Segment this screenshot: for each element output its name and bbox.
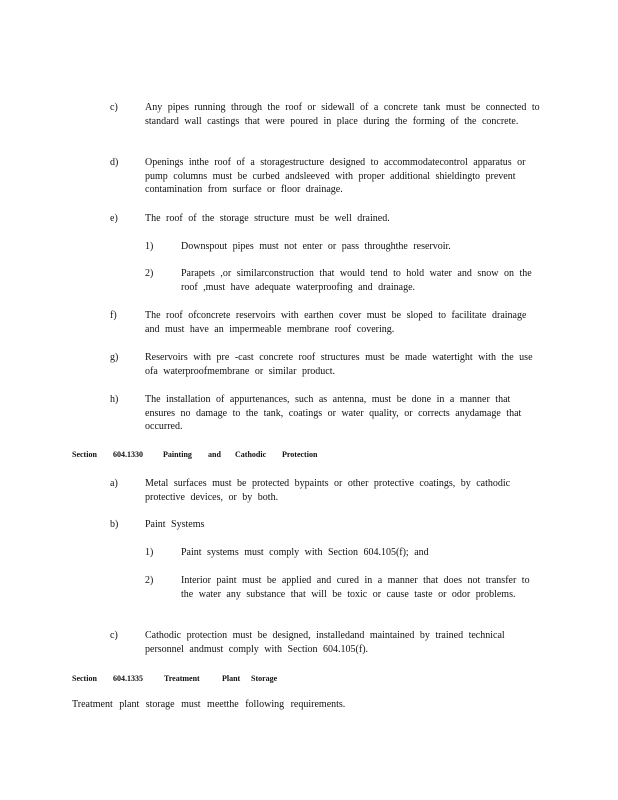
section-title-word: Painting: [163, 450, 192, 459]
item-text: Openings inthe roof of a storagestructure designed to accommodatecontrol apparatus or pump columns must be curbed andsleeved with proper additional shieldingto prevent contamination from surface or floor drainage.: [145, 157, 526, 195]
item-label: d): [110, 157, 119, 168]
section-number: 604.1335: [113, 674, 143, 683]
sub-item-label: 2): [145, 268, 154, 279]
item-text: The roof of the storage structure must be well drained.: [145, 213, 390, 224]
item-text: Reservoirs with pre -cast concrete roof structures must be made watertight with the use ofa waterproofmembrane or similar product.: [145, 352, 533, 377]
sub-item-label: 1): [145, 547, 154, 558]
item-label: f): [110, 310, 117, 321]
section-number: 604.1330: [113, 450, 143, 459]
item-label: h): [110, 394, 119, 405]
section-heading-1335: [72, 674, 277, 683]
item-label: c): [110, 102, 118, 113]
closing-paragraph: Treatment plant storage must meetthe following requirements.: [72, 699, 346, 710]
item-text: The roof ofconcrete reservoirs with earthen cover must be sloped to facilitate drainage and must have an impermeable membrane roof covering.: [145, 310, 527, 335]
item-label: g): [110, 352, 119, 363]
item-text: Paint Systems: [145, 519, 205, 530]
sub-item-text: Parapets ,or similarconstruction that would tend to hold water and snow on the roof ,must have adequate waterproofing and drainage.: [181, 268, 532, 293]
item-text: Any pipes running through the roof or sidewall of a concrete tank must be connected to standard wall castings that were poured in place during the forming of the concrete.: [145, 102, 540, 127]
section-word: Section: [72, 450, 97, 459]
section-title-word: Protection: [282, 450, 318, 459]
section-title-word: Cathodic: [235, 450, 267, 459]
item-text: The installation of appurtenances, such as antenna, must be done in a manner that ensures no damage to the tank, coatings or water quality, or corrects anydamage that occurred.: [145, 394, 522, 432]
sub-item-text: Downspout pipes must not enter or pass throughthe reservoir.: [181, 241, 451, 252]
sub-item-label: 2): [145, 575, 154, 586]
section-title-word: Treatment: [164, 674, 200, 683]
item-label: a): [110, 478, 118, 489]
sub-item-text: Paint systems must comply with Section 604.105(f); and: [181, 547, 429, 558]
item-text: Metal surfaces must be protected bypaints or other protective coatings, by cathodic protective devices, or by both.: [145, 478, 511, 503]
section-title-word: and: [208, 450, 221, 459]
section-heading-1330: [72, 450, 317, 459]
sub-item-text: Interior paint must be applied and cured in a manner that does not transfer to the water any substance that will be toxic or cause taste or odor problems.: [181, 575, 530, 600]
item-label: b): [110, 519, 119, 530]
section-word: Section: [72, 674, 97, 683]
section-title-word: Plant: [222, 674, 241, 683]
item-label: e): [110, 213, 118, 224]
sub-item-label: 1): [145, 241, 154, 252]
item-text: Cathodic protection must be designed, installedand maintained by trained technical personnel andmust comply with Section 604.105(f).: [145, 630, 505, 655]
item-label: c): [110, 630, 118, 641]
section-title-word: Storage: [251, 674, 278, 683]
